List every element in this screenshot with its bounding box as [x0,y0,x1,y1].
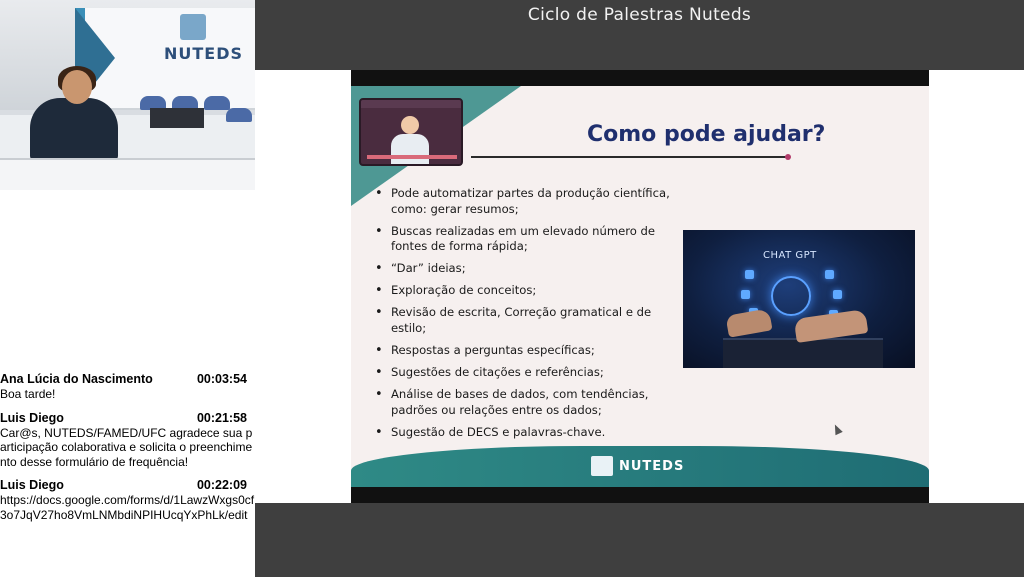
video-titlebar [361,100,461,108]
laptop-keyboard [723,338,883,368]
chat-message-header [0,478,255,493]
left-panel [0,0,255,577]
chat-link[interactable]: https://docs.google.com/forms/d/1LawzWxgs0cf3o7JqV27ho8VmLNMbdiNPIHUcqYxPhLk/edit [0,493,255,522]
chatgpt-image [683,230,915,368]
banner-logo-text: NUTEDS [164,44,244,63]
nuteds-logo-icon [591,456,613,476]
bullet-item: • “Dar” ideias; [373,261,685,277]
speaker-video [0,0,255,190]
scientist-head-icon [401,116,419,134]
video-illustration-icon [359,98,463,166]
ai-node-icon [745,270,754,279]
ai-brain-circle-icon [771,276,811,316]
chat-message-header [0,411,255,426]
chat-message [0,372,255,402]
footer-brand-text: NUTEDS [619,458,685,474]
bullet-item: • Análise de bases de dados, com tendências, padrões ou relações entre os dados; [373,387,685,418]
chair-shape [226,108,252,122]
speaker-body [30,98,118,160]
banner-logo-icon [180,14,206,40]
ai-node-icon [825,270,834,279]
desk-monitor [150,108,204,128]
ai-node-icon [741,290,750,299]
chat-message [0,478,255,522]
presentation-slide [351,70,929,503]
bullet-item: • Exploração de conceitos; [373,283,685,299]
presentation-stage [255,0,1024,577]
mouse-pointer-icon [831,423,842,435]
bullet-item: • Pode automatizar partes da produção científica, como: gerar resumos; [373,186,685,217]
chat-author: Luis Diego [0,410,64,425]
bullet-item: • Respostas a perguntas específicas; [373,343,685,359]
scientist-body-icon [391,134,429,164]
chat-timestamp: 00:22:09 [196,478,247,493]
video-progress-bar [367,155,457,159]
chat-text: Car@s, NUTEDS/FAMED/UFC agradece sua participação colaborativa e solicita o preenchimento desse formulário de frequência! [0,425,253,469]
chat-timestamp: 00:21:58 [196,410,247,425]
speaker-head [62,70,92,104]
title-underline [471,156,789,158]
chair-shape [204,96,230,110]
chatgpt-image-label: CHAT GPT [763,250,817,261]
ai-node-icon [833,290,842,299]
video-desk [0,158,255,190]
bullet-item: • Revisão de escrita, Correção gramatical e de estilo; [373,305,685,336]
chat-author: Luis Diego [0,478,64,493]
left-hand [725,308,772,337]
chat-author: Ana Lúcia do Nascimento [0,372,153,386]
slide-content [351,86,929,487]
chat-text: Boa tarde! [0,387,56,401]
slide-footer-logo [591,456,684,476]
slide-title: Como pode ajudar? [587,122,826,147]
slide-bullet-list [373,186,685,447]
chat-timestamp: 00:03:54 [196,372,247,386]
bullet-item: • Sugestões de citações e referências; [373,365,685,381]
bullet-item: • Sugestão de DECS e palavras-chave. [373,425,685,441]
chat-message-header [0,372,255,387]
title-underline-dot [785,154,791,160]
bullet-item: • Buscas realizadas em um elevado número de fontes de forma rápida; [373,224,685,255]
chat-message [0,411,255,470]
meeting-title: Ciclo de Palestras Nuteds [527,5,752,25]
screen-share-area [255,70,1024,503]
chat-panel [0,372,255,532]
